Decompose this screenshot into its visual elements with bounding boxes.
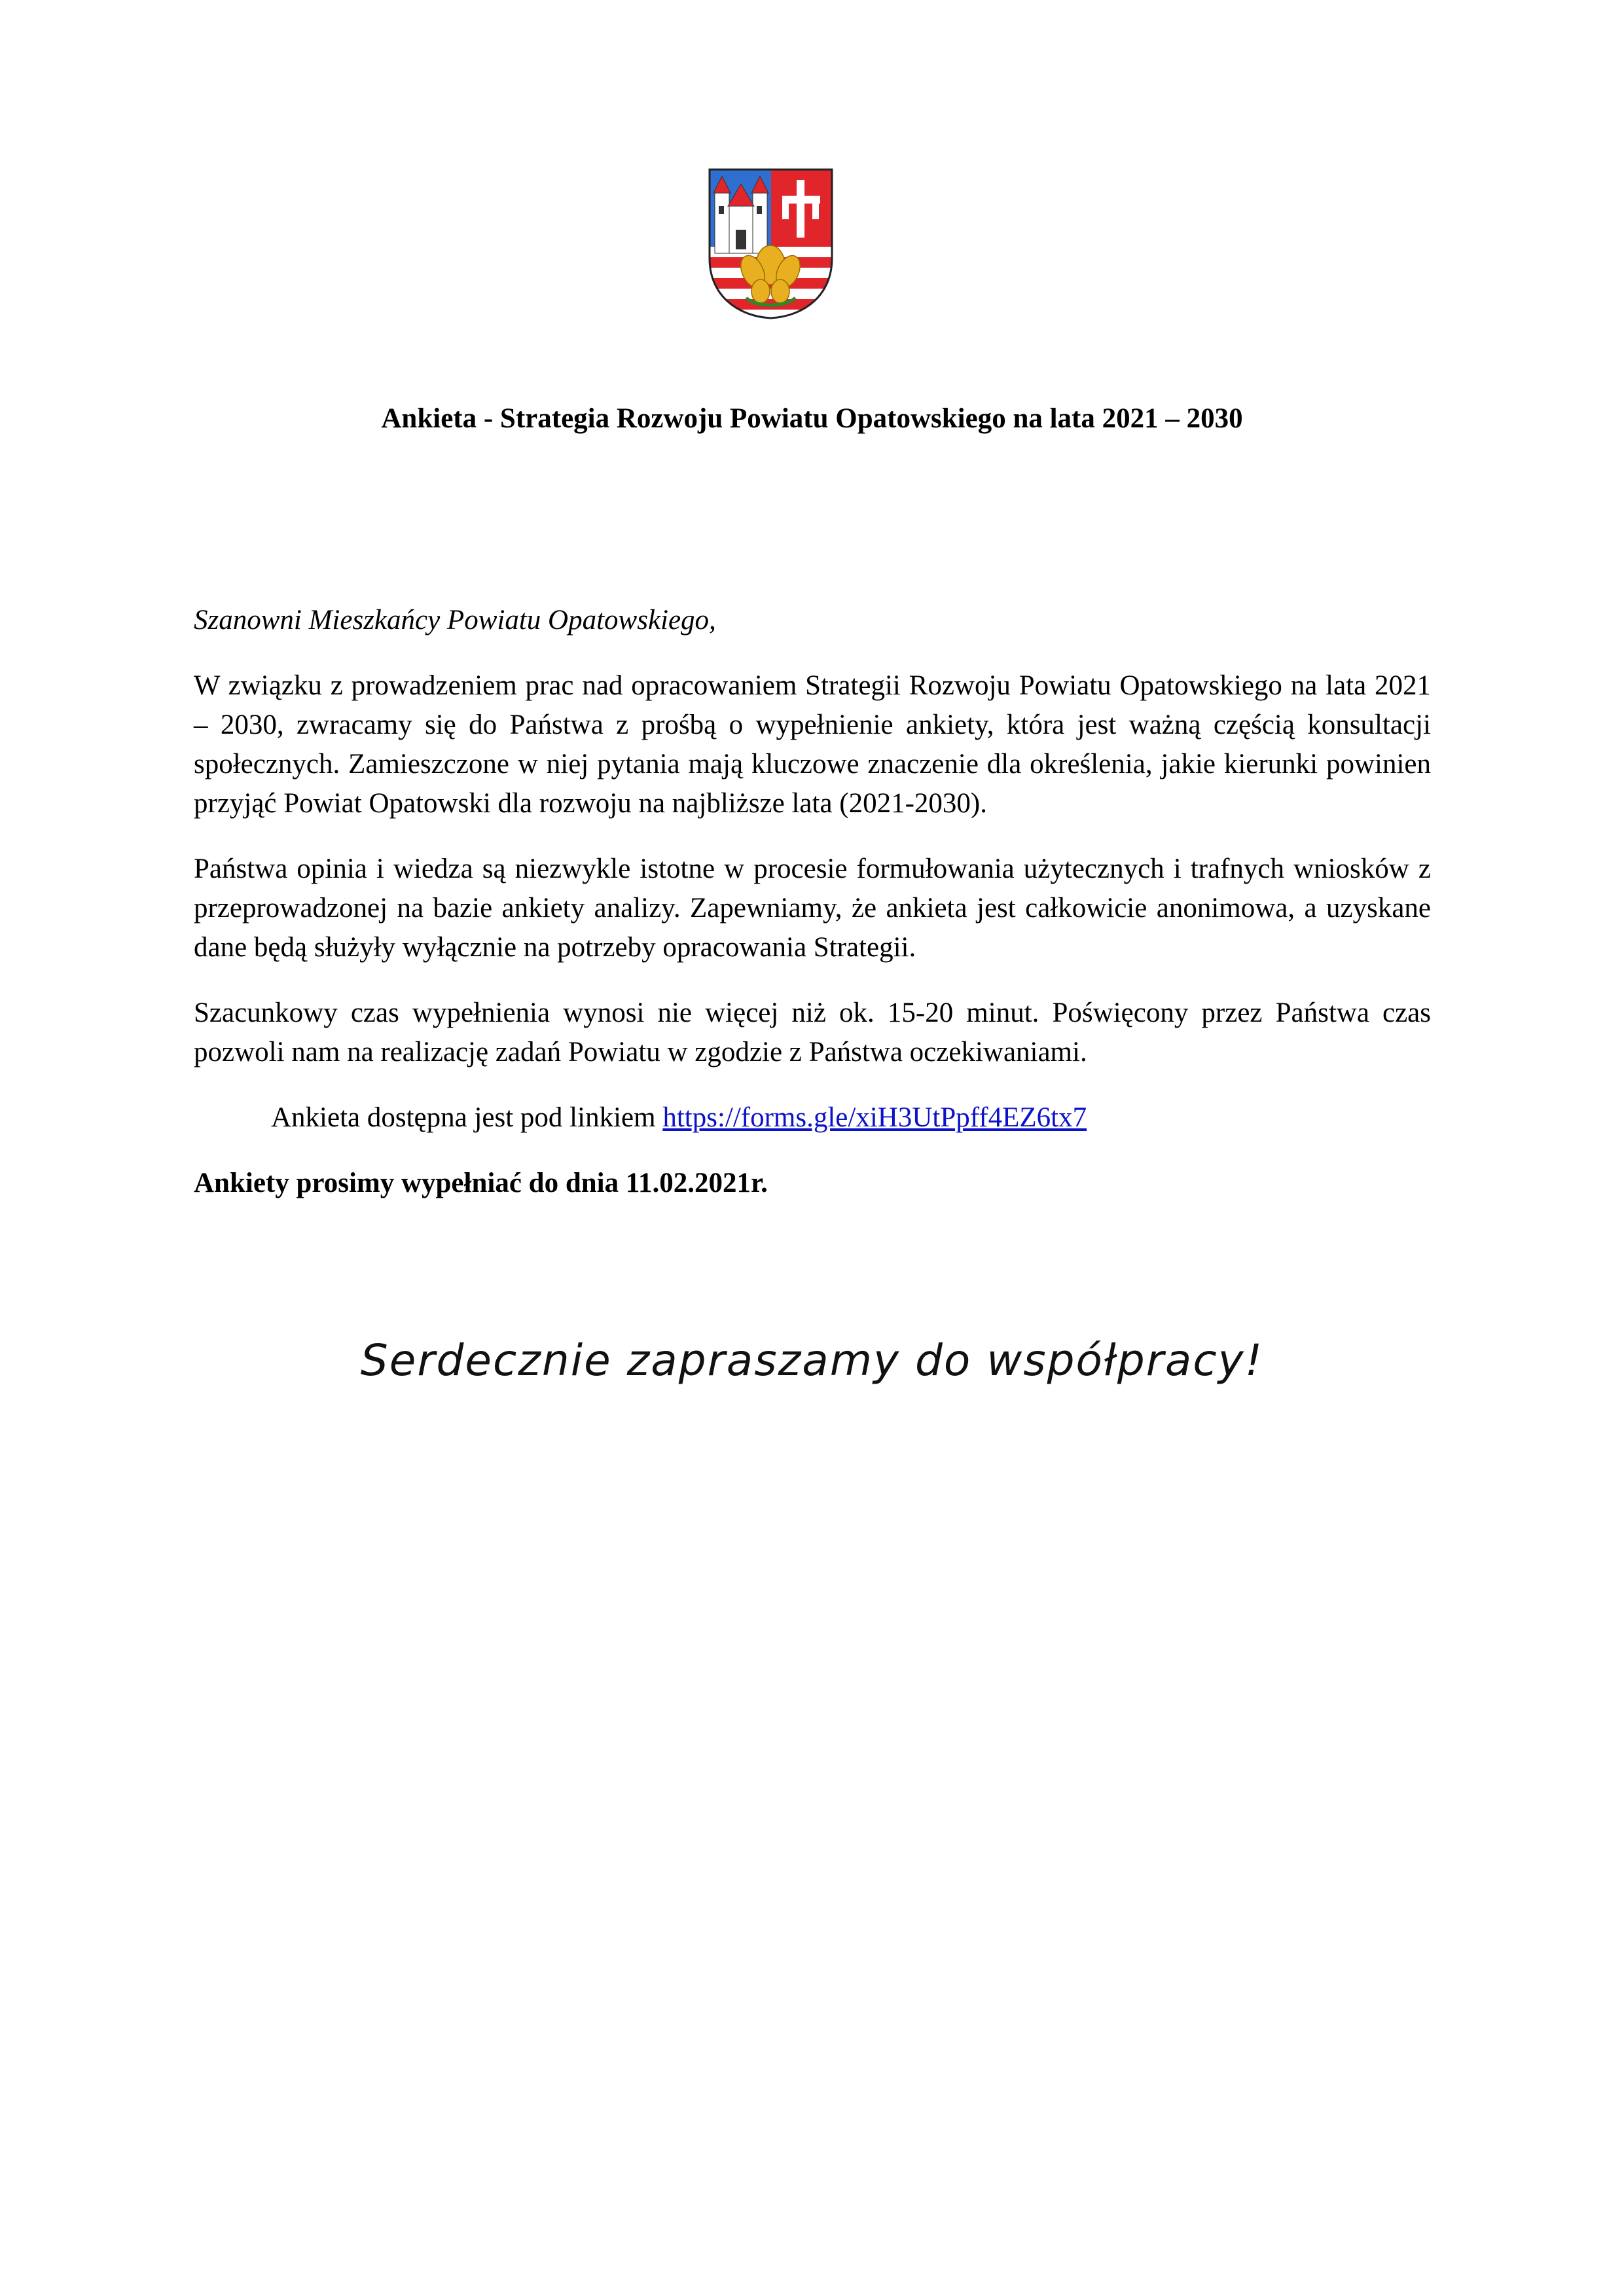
- salutation: Szanowni Mieszkańcy Powiatu Opatowskiego,: [194, 605, 716, 636]
- paragraph-opinion: Państwa opinia i wiedza są niezwykle istotne w procesie formułowania użytecznych i trafnych wniosków z przeprowadzonej na bazie ankiety analizy. Zapewniamy, że ankieta jest całkowicie anonimowa, a uzyskane dane będą służyły wyłącznie na potrzeby opracowania Strategii.: [194, 853, 1431, 963]
- coat-of-arms-icon: [707, 167, 835, 321]
- paragraph-time: Szacunkowy czas wypełnienia wynosi nie więcej niż ok. 15-20 minut. Poświęcony przez Państwa czas pozwoli nam na realizację zadań Powiatu w zgodzie z Państwa oczekiwaniami.: [194, 997, 1431, 1067]
- signoff-text: Serdecznie zapraszamy do współpracy!: [360, 1335, 1264, 1386]
- survey-link-intro: Ankieta dostępna jest pod linkiem: [271, 1102, 663, 1133]
- document-title: Ankieta - Strategia Rozwoju Powiatu Opatowskiego na lata 2021 – 2030: [381, 403, 1243, 434]
- survey-link[interactable]: https://forms.gle/xiH3UtPpff4EZ6tx7: [662, 1102, 1087, 1133]
- letter-body: [194, 601, 1431, 1203]
- deadline-notice: Ankiety prosimy wypełniać do dnia 11.02.2021r.: [194, 1168, 768, 1198]
- paragraph-intro: W związku z prowadzeniem prac nad opracowaniem Strategii Rozwoju Powiatu Opatowskiego na lata 2021 – 2030, zwracamy się do Państwa z prośbą o wypełnienie ankiety, która jest ważną częścią konsultacji społecznych. Zamieszczone w niej pytania mają kluczowe znaczenie dla określenia, jakie kierunki powinien przyjąć Powiat Opatowski dla rozwoju na najbliższe lata (2021-2030).: [194, 670, 1431, 819]
- survey-link-line: [194, 1098, 1431, 1138]
